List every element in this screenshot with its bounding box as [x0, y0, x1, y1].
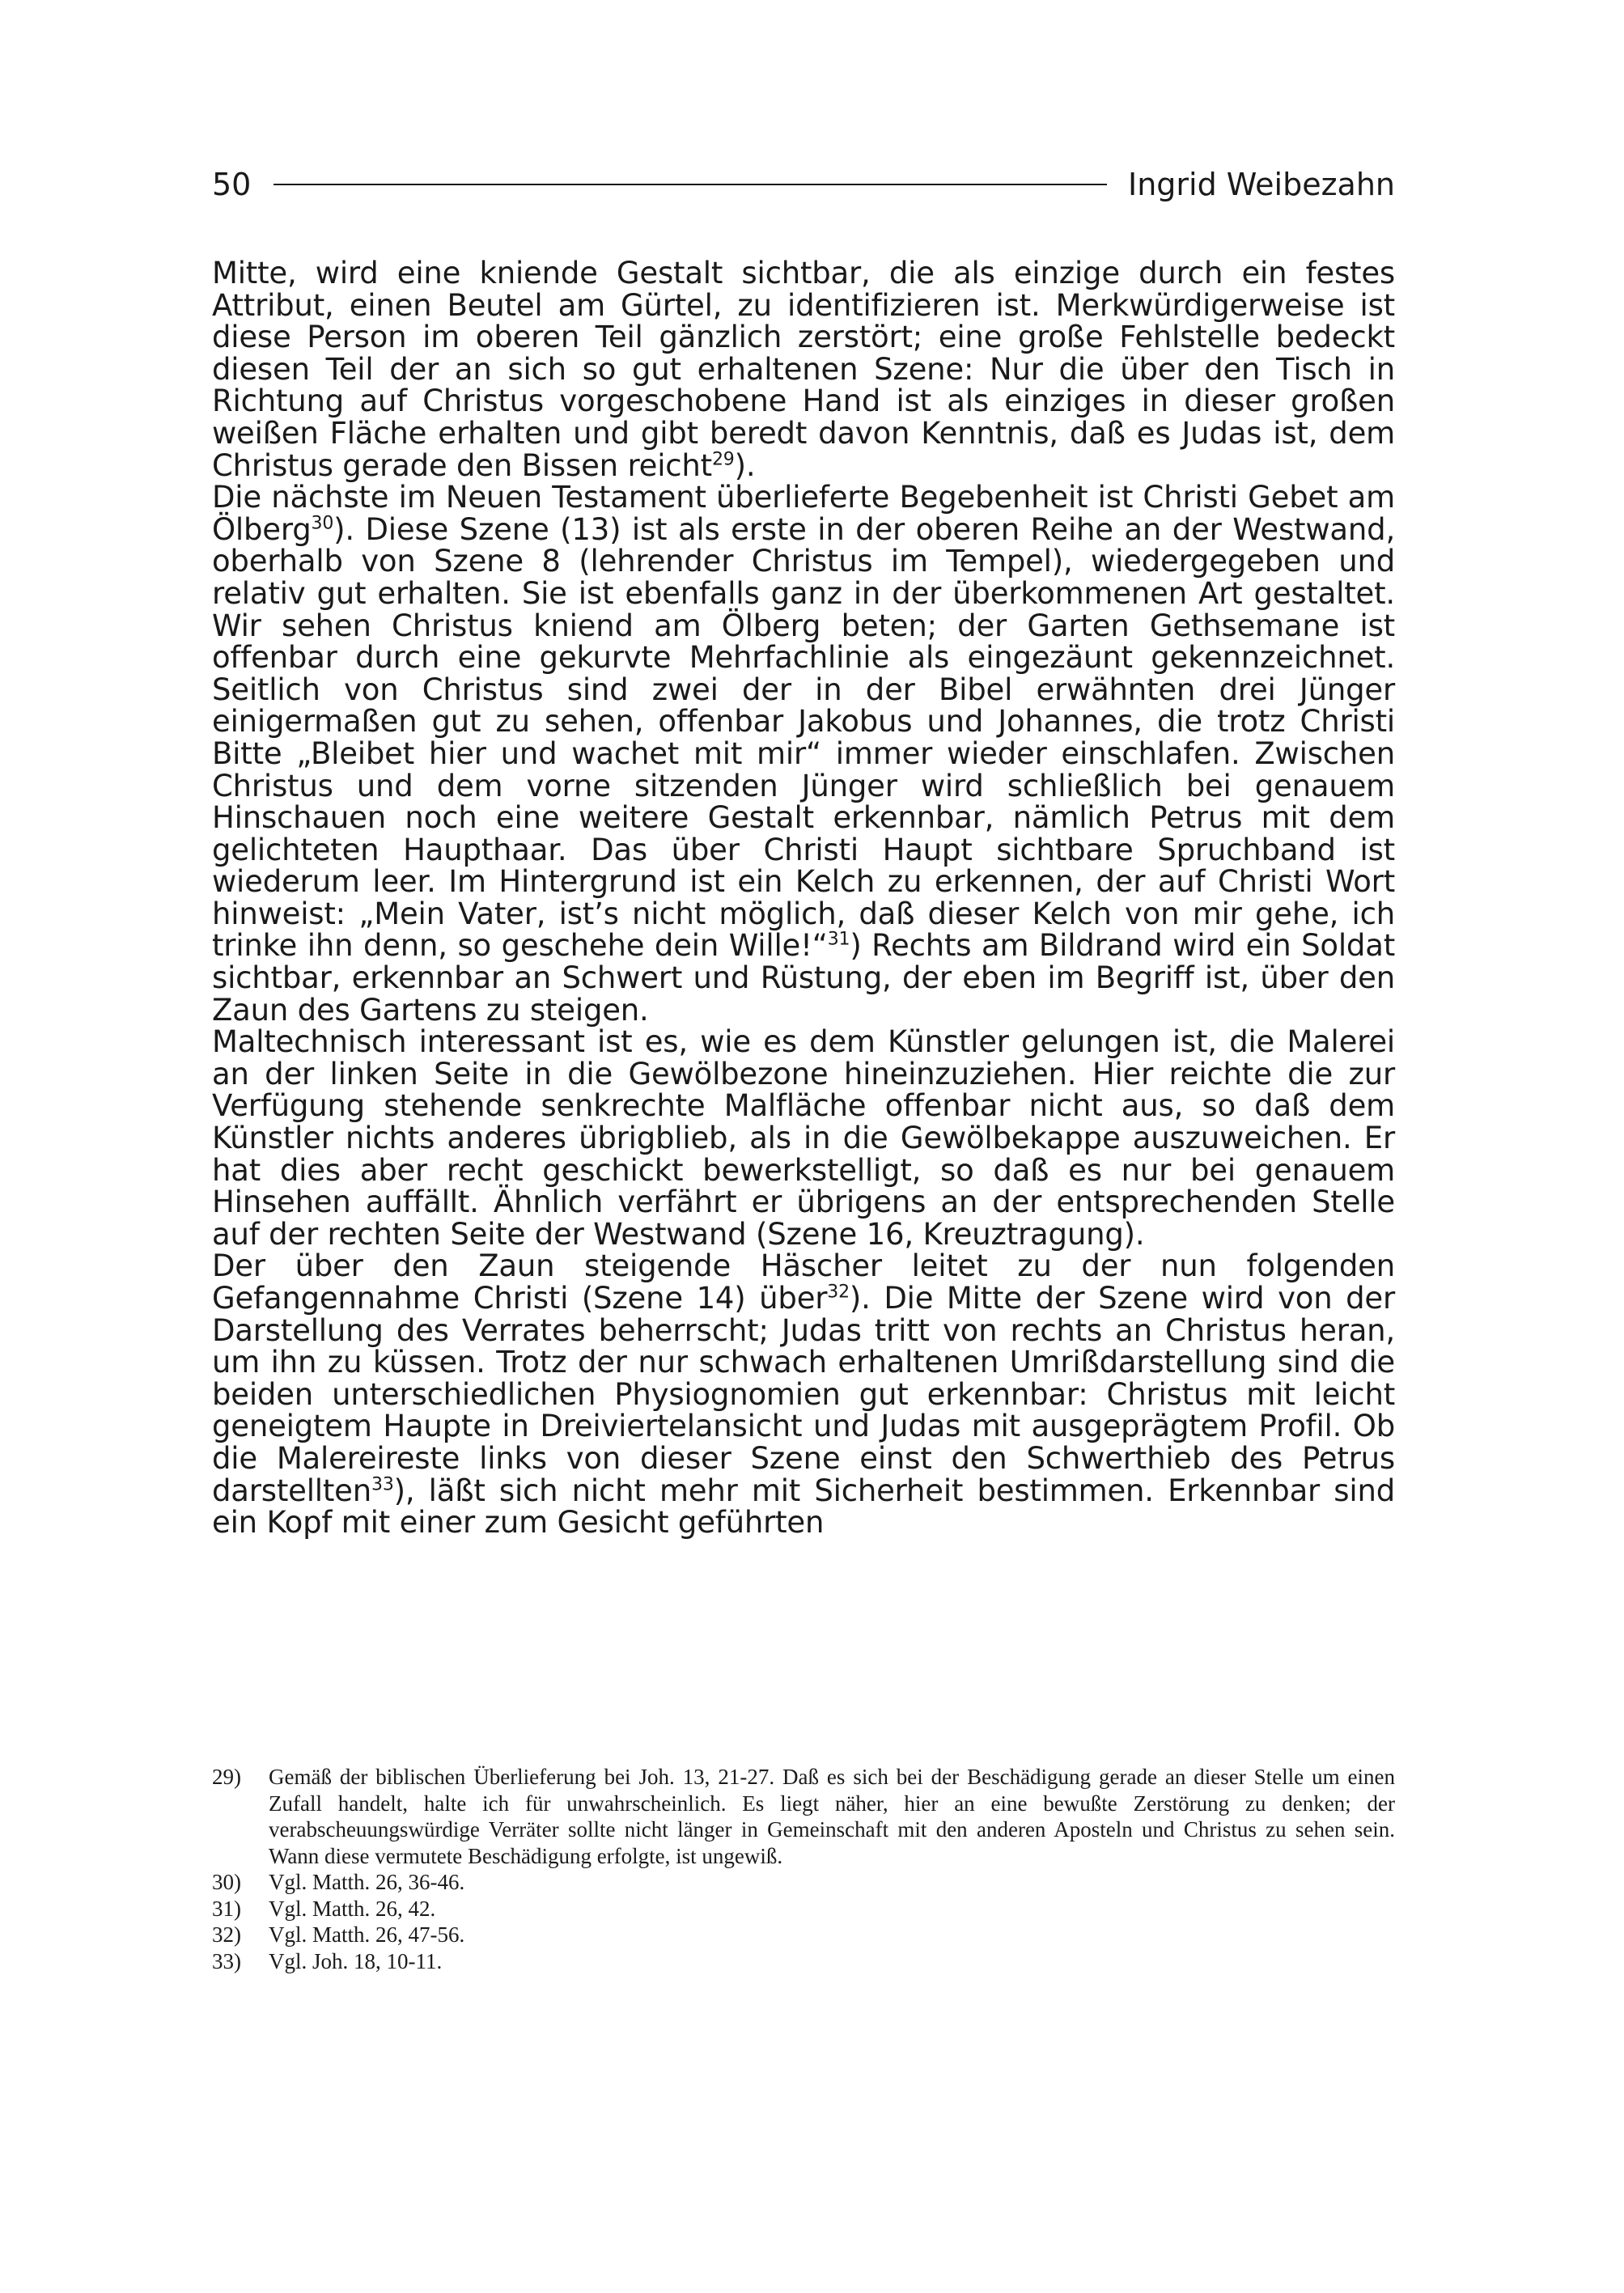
footnote-text: Vgl. Matth. 26, 36-46. — [269, 1870, 465, 1894]
footnote-text: Vgl. Matth. 26, 47-56. — [269, 1922, 465, 1947]
page-number: 50 — [212, 167, 252, 202]
paragraph-1-end: ). — [734, 447, 756, 483]
footnote-number: 32) — [212, 1922, 241, 1947]
paragraph-1-text: Mitte, wird eine kniende Gestalt sichtbar, die als einzige durch ein festes Attribut, einen Beutel am Gürtel, zu identifizieren ist. Merkwürdigerweise ist diese Person im oberen Teil gänzlich zerstört; eine große Fehlstelle bedeckt diesen Teil der an sich so gut erhaltenen Szene: Nur die über den Tisch in Richtung auf Christus vorgeschobene Hand ist als einziges in dieser großen weißen Fläche erhalten und gibt beredt davon Kenntnis, daß es Judas ist, dem Christus gerade den Bissen reicht — [212, 256, 1395, 483]
paragraph-1 — [212, 257, 1395, 481]
footnote-ref-33: 33 — [371, 1474, 394, 1495]
paragraph-4-text-b: ). Die Mitte der Szene wird von der Darstellung des Verrates beherrscht; Judas tritt von rechts an Christus heran, um ihn zu küssen. Trotz der nur schwach erhaltenen Umrißdarstellung sind die beiden unterschiedlichen Physiognomien gut erkennbar: Christus mit leicht geneigtem Haupte in Dreiviertelansicht und Judas mit ausgeprägtem Profil. Ob die Malereireste links von dieser Szene einst den Schwerthieb des Petrus darstellten — [212, 1281, 1395, 1508]
footnote — [212, 1764, 1395, 1869]
footnote-ref-31: 31 — [827, 930, 850, 951]
footnote-text: Vgl. Matth. 26, 42. — [269, 1896, 436, 1921]
paragraph-3: Maltechnisch interessant ist es, wie es dem Künstler gelungen ist, die Malerei an der linken Seite in die Gewölbezone hineinzuziehen. Hier reichte die zur Verfügung stehende senkrechte Malfläche offenbar nicht aus, so daß dem Künstler nichts anderes übrigblieb, als in die Gewölbekappe auszuweichen. Er hat dies aber recht geschickt bewerkstelligt, so daß es nur bei genauem Hinsehen auffällt. Ähnlich verfährt er übrigens an der entsprechenden Stelle auf der rechten Seite der Westwand (Szene 16, Kreuztragung). — [212, 1024, 1395, 1252]
header-rule — [273, 184, 1107, 185]
footnote-number: 30) — [212, 1870, 241, 1894]
footnote-number: 29) — [212, 1765, 241, 1789]
running-head-author: Ingrid Weibezahn — [1128, 167, 1395, 202]
footnote — [212, 1869, 1395, 1896]
footnote-ref-30: 30 — [311, 513, 334, 534]
paragraph-2 — [212, 481, 1395, 1026]
running-header — [212, 160, 1395, 209]
footnote-number: 31) — [212, 1896, 241, 1921]
paragraph-2-text-c: ) Rechts am Bildrand wird ein Soldat sichtbar, erkennbar an Schwert und Rüstung, der eben im Begriff ist, über den Zaun des Gartens zu steigen. — [212, 928, 1395, 1028]
paragraph-4 — [212, 1248, 1395, 1541]
paragraph-2-text-b: ). Diese Szene (13) ist als erste in der oberen Reihe an der Westwand, oberhalb von Szene 8 (lehrender Christus im Tempel), wiedergegeben und relativ gut erhalten. Sie ist ebenfalls ganz in der überkommenen Art gestaltet. Wir sehen Christus kniend am Ölberg beten; der Garten Gethsemane ist offenbar durch eine gekurvte Mehrfachlinie als eingezäunt gekennzeichnet. Seitlich von Christus sind zwei der in der Bibel erwähnten drei Jünger einigermaßen gut zu sehen, offenbar Jakobus und Johannes, die trotz Christi Bitte „Bleibet hier und wachet mit mir“ immer wieder einschlafen. Zwischen Christus und dem vorne sitzenden Jünger wird schließlich bei genauem Hinschauen noch eine weitere Gestalt erkennbar, nämlich Petrus mit dem gelichteten Haupthaar. Das über Christi Haupt sichtbare Spruchband ist wiederum leer. Im Hintergrund ist ein Kelch zu erkennen, der auf Christi Wort hinweist: „Mein Vater, ist’s nicht möglich, daß dieser Kelch von mir gehe, ich trinke ihn denn, so geschehe dein Wille!“ — [212, 511, 1395, 964]
footnote — [212, 1948, 1395, 1975]
paragraph-4-text-c: ), läßt sich nicht mehr mit Sicherheit bestimmen. Erkennbar sind ein Kopf mit einer zum Gesicht geführten — [212, 1473, 1395, 1541]
body-text — [212, 257, 1395, 1539]
paragraph-4-text-a: Der über den Zaun steigende Häscher leitet zu der nun folgenden Gefangennahme Christi (Szene 14) über — [212, 1248, 1395, 1316]
footnote-ref-29: 29 — [712, 449, 735, 470]
footnotes — [212, 1764, 1395, 1974]
footnote-text: Gemäß der biblischen Überlieferung bei Joh. 13, 21-27. Daß es sich bei der Beschädigung gerade an dieser Stelle um einen Zufall handelt, halte ich für unwahrscheinlich. Es liegt näher, hier an eine bewußte Zerstörung zu denken; der verabscheuungswürdige Verräter sollte nicht länger in Gemeinschaft mit den anderen Aposteln und Christus zu sehen sein. Wann diese vermutete Beschädigung erfolgte, ist ungewiß. — [269, 1765, 1395, 1868]
footnote-ref-32: 32 — [827, 1282, 850, 1303]
footnote — [212, 1896, 1395, 1922]
footnote — [212, 1922, 1395, 1948]
footnote-number: 33) — [212, 1948, 241, 1973]
footnote-text: Vgl. Joh. 18, 10-11. — [269, 1948, 443, 1973]
paragraph-2-text-a: Die nächste im Neuen Testament überlieferte Begebenheit ist Christi Gebet am Ölberg — [212, 480, 1395, 547]
